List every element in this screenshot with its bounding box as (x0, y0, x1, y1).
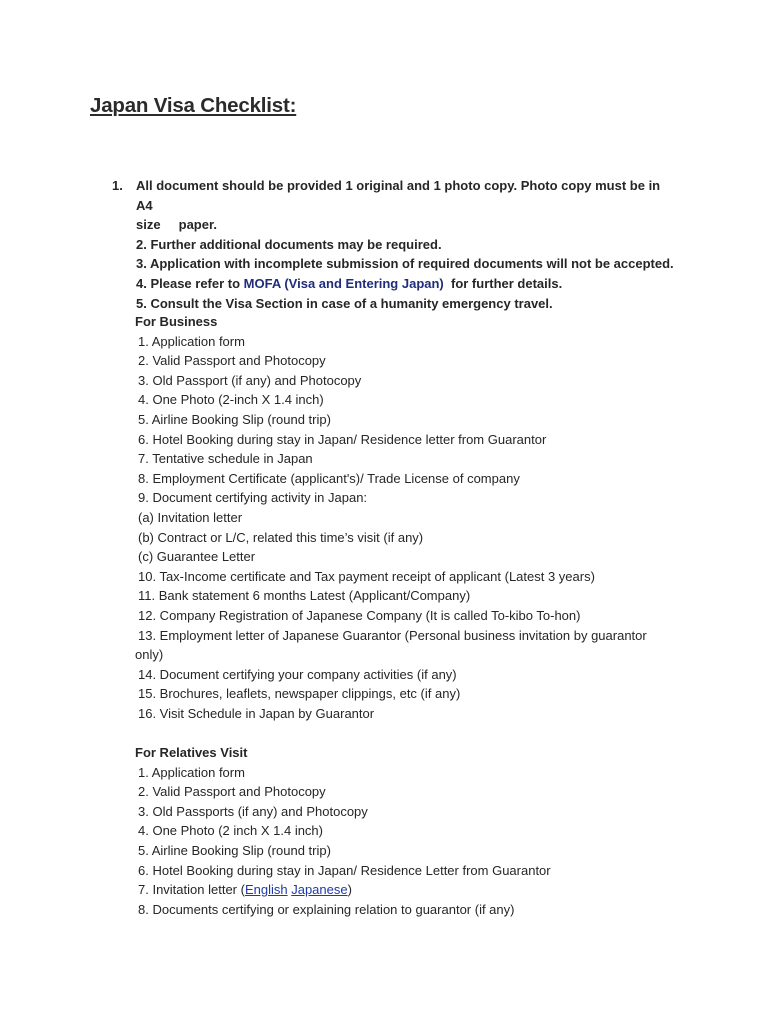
business-item: 8. Employment Certificate (applicant's)/ Trade License of company (138, 470, 520, 486)
business-item: 15. Brochures, leaflets, newspaper clippings, etc (if any) (138, 686, 461, 702)
relatives-item: 2. Valid Passport and Photocopy (138, 784, 326, 800)
english-link[interactable]: English (244, 882, 288, 898)
business-item: (b) Contract or L/C, related this time’s visit (if any) (138, 529, 424, 545)
intro-list-number: 1. (112, 178, 123, 193)
business-item: 2. Valid Passport and Photocopy (138, 353, 326, 369)
intro-item-4 (112, 274, 672, 294)
intro-item-3: 3. Application with incomplete submission of required documents will not be accepted. (136, 256, 674, 272)
business-item: 10. Tax-Income certificate and Tax payment receipt of applicant (Latest 3 years) (138, 568, 595, 584)
business-item: 6. Hotel Booking during stay in Japan/ Residence letter from Guarantor (138, 431, 547, 447)
relatives-item: 5. Airline Booking Slip (round trip) (138, 842, 331, 858)
business-item: 16. Visit Schedule in Japan by Guarantor (138, 705, 375, 721)
intro-item-4-suffix: for further details. (443, 275, 563, 291)
business-item: (a) Invitation letter (138, 509, 243, 525)
japanese-link[interactable]: Japanese (291, 882, 348, 898)
intro-item-2: 2. Further additional documents may be required. (136, 236, 442, 252)
intro-item-4-prefix: 4. Please refer to (136, 275, 244, 291)
intro-item-1-line-b: size paper. (136, 217, 217, 233)
relatives-section (135, 743, 695, 919)
intro-list (112, 176, 672, 313)
invitation-letter-suffix: ) (347, 882, 352, 898)
business-item: only) (135, 647, 164, 663)
business-item: 11. Bank statement 6 months Latest (Applicant/Company) (138, 588, 471, 604)
business-item-list (135, 332, 695, 724)
relatives-item: 8. Documents certifying or explaining relation to guarantor (if any) (138, 901, 515, 917)
business-item: 5. Airline Booking Slip (round trip) (138, 411, 331, 427)
business-item: 3. Old Passport (if any) and Photocopy (138, 372, 362, 388)
business-item: 1. Application form (138, 333, 245, 349)
business-item: 12. Company Registration of Japanese Company (It is called To-kibo To-hon) (138, 607, 581, 623)
relatives-item: 3. Old Passports (if any) and Photocopy (138, 803, 368, 819)
business-item: 13. Employment letter of Japanese Guarantor (Personal business invitation by guarantor (138, 627, 647, 643)
relatives-heading: For Relatives Visit (135, 745, 248, 760)
business-item: (c) Guarantee Letter (138, 549, 256, 565)
business-heading: For Business (135, 314, 218, 329)
business-item: 4. One Photo (2-inch X 1.4 inch) (138, 392, 324, 408)
intro-item-5: 5. Consult the Visa Section in case of a humanity emergency travel. (136, 295, 553, 311)
business-section (135, 312, 695, 723)
intro-item-1-line-a: All document should be provided 1 original and 1 photo copy. Photo copy must be in A4 (136, 178, 661, 213)
business-item: 9. Document certifying activity in Japan: (138, 490, 368, 506)
mofa-link[interactable]: MOFA (Visa and Entering Japan) (243, 275, 444, 291)
business-item: 14. Document certifying your company activities (if any) (138, 666, 457, 682)
business-item: 7. Tentative schedule in Japan (138, 451, 313, 467)
relatives-item-list (135, 763, 695, 920)
invitation-letter-prefix: 7. Invitation letter ( (138, 882, 245, 898)
page-title: Japan Visa Checklist: (90, 94, 297, 117)
relatives-item: 1. Application form (138, 764, 245, 780)
relatives-item-7 (135, 880, 695, 900)
relatives-item: 6. Hotel Booking during stay in Japan/ Residence Letter from Guarantor (138, 862, 551, 878)
relatives-item: 4. One Photo (2 inch X 1.4 inch) (138, 823, 323, 839)
